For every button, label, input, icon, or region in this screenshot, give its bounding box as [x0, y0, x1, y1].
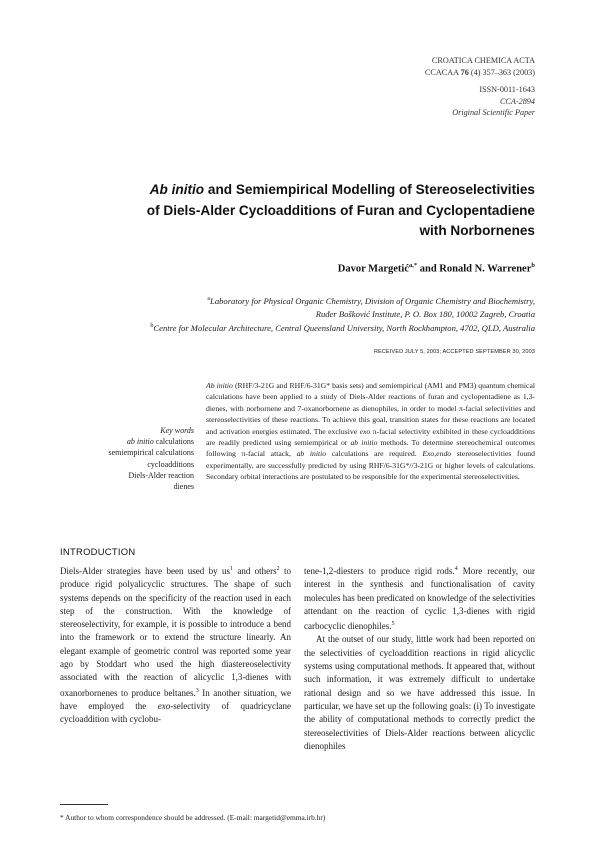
keywords-block — [60, 425, 194, 492]
journal-header — [425, 55, 535, 119]
author-name: Ronald N. Warrener — [439, 263, 532, 275]
paper-title: Ab initio and Semiempirical Modelling of Stereoselectivities of Diels-Alder Cycloadditions of Furan and Cyclopentadiene with Norbornenes — [146, 182, 535, 238]
keyword: Diels-Alder reaction — [128, 470, 194, 480]
keyword: semiempirical calculations — [108, 448, 194, 458]
body-column-left — [60, 563, 291, 727]
keyword: ab initio calculations — [126, 437, 194, 447]
journal-citation: CCACAA 76 (4) 357–363 (2003) — [424, 67, 535, 77]
body-column-right — [304, 563, 535, 753]
abstract: Ab initio (RHF/3-21G and RHF/6-31G* basis sets) and semiempirical (AM1 and PM3) quantum chemical calculations have been applied to a study of Diels-Alder reactions of furan and cyclopentadiene as 1,3-dienes, with norbornene and 7-oxanorbornene as dienophiles, in order to model π-facial selectivities and stereoselectivities of these reactions. To achieve this goal, transition states for these reactions are located and activation energies estimated. The exclusive exo π-facial selectivity exhibited in these cycloadditions are readily predicted using semiempirical or ab initio methods. To determine stereochemical outcomes following π-facial attack, ab initio calculations are required. Exo,endo stereoselectivities found experimentally, are successfully predicted by using RHF/6-31G*//3-21G or higher levels of calculations. Secondary orbital interactions are postulated to be responsible for the experimental stereoselectivities. — [206, 381, 536, 482]
paragraph: Diels-Alder strategies have been used by $us^1$ and others$^2$ to produce rigid polyalicyclic structures. The shape of such systems depends on the specificity of the reaction used in each step of the construction. With the knowledge of stereoselectivity, for example, it is possible to introduce a bend into the framework or to extend the structure linearly. An elegant example of geometric control was reported some year ago by Stoddart who used the high diastereoselectivity associated with the reaction of alicyclic 1,3-dienes with oxanorbornenes to produce beltanes.$^3$ In another situation, we have employed the exo-selectivity of quadricyclane cycloaddition with cyclobu- — [60, 566, 291, 725]
journal-issn: ISSN-0011-1643 — [479, 85, 535, 94]
paragraph: At the outset of our study, little work had been reported on the selectivities of cycloaddition reactions in rigid alicyclic systems using computational methods. It appeared that, without such information, it was extremely difficult to undertake rational design and so we have addressed this issue. In particular, we have set up the following goals: (i) To investigate the ability of computational methods to correctly predict the stereoselectivities of Diels-Alder reactions between alicyclic dienophiles — [304, 634, 535, 751]
paper-type: Original Scientific Paper — [452, 108, 535, 117]
journal-volume: 76 — [460, 67, 469, 77]
article-code: CCA-2894 — [499, 96, 535, 106]
affiliation-b: $^b$Centre for Molecular Architecture, Central Queensland University, North Rockhampton, 4702, QLD, Australia — [150, 322, 535, 333]
keyword: dienes — [173, 482, 194, 492]
footnote: * Author to whom correspondence should be addressed. (E-mail: margetid@emma.irb.hr) — [60, 813, 326, 822]
paragraph: tene-1,2-diesters to produce rigid rods.$^4$ More recently, our interest in the synthesis and functionalisation of cavity molecules has been predicated on knowledge of the selectivities attendant on the reaction of cyclic 1,3-dienes with rigid carbocyclic dienophiles.$^5$ — [304, 566, 535, 632]
keyword: cycloadditions — [147, 459, 194, 469]
journal-name: CROATICA CHEMICA ACTA — [431, 56, 535, 65]
keywords-heading: Key words — [160, 426, 194, 435]
received-dates: RECEIVED JULY 5, 2003; ACCEPTED SEPTEMBER 30, 2003 — [373, 349, 535, 355]
affiliation-a: $^a$Laboratory for Physical Organic Chemistry, Division of Organic Chemistry and Biochemistry, Ruđer Bošković Institute, P. O. Box 180, 10002 Zagreb, Croatia — [207, 295, 535, 319]
footnote-rule — [60, 804, 108, 805]
author-list: Davor Margetić$^{a,*}$ and Ronald N. Warrener$^b$ — [337, 262, 535, 275]
author-name: Davor Margetić — [337, 263, 409, 275]
section-heading-introduction: INTRODUCTION — [60, 546, 136, 557]
